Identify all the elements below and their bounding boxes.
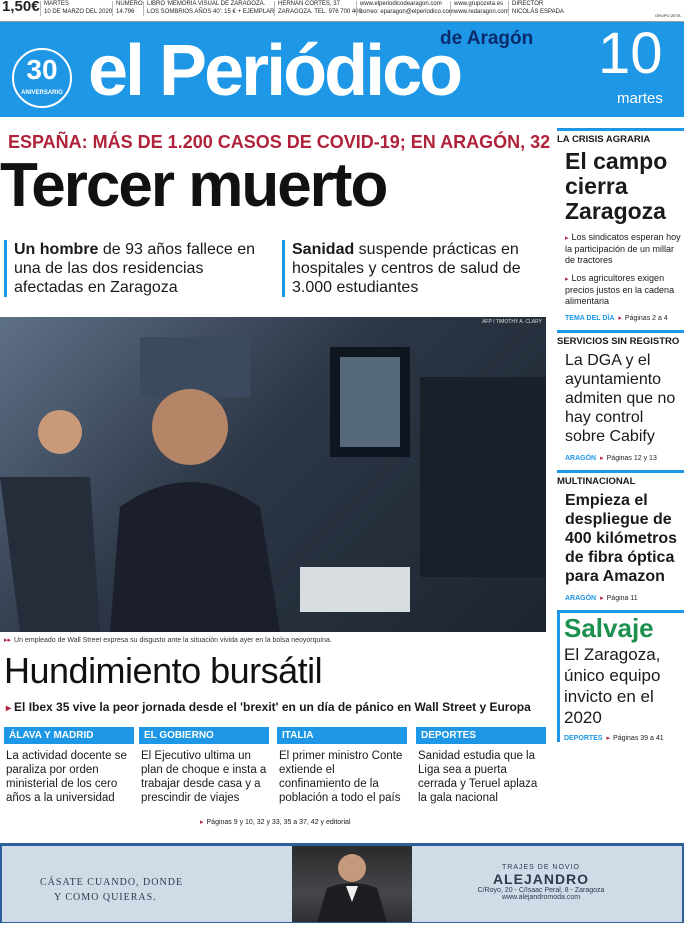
sidebar-kicker-2: SERVICIOS SIN REGISTRO xyxy=(557,330,684,347)
group-logo: GRUPO ZETA xyxy=(655,13,681,18)
ad-brand-block: TRAJES DE NOVIO ALEJANDRO C/Royo, 20 - C/Isaac Peral, 8 - Zaragoza www.alejandromoda.com xyxy=(477,864,605,901)
news-column-2[interactable]: EL GOBIERNO El Ejecutivo ultima un plan de choque e insta a trabajar desde casa y a prescindir de viajes xyxy=(139,727,269,805)
sidebar-headline-2[interactable]: La DGA y el ayuntamiento admiten que no hay control sobre Cabify xyxy=(565,352,676,445)
address-cell: HERNÁN CORTÉS, 37 ZARAGOZA. TEL. 976 700 400 xyxy=(274,1,362,16)
newspaper-logo[interactable]: el Periódico xyxy=(88,31,461,111)
subhead-1[interactable]: Un hombre de 93 años fallece en una de las dos residencias afectadas en Zaragoza xyxy=(4,240,269,297)
photo-illustration xyxy=(0,317,546,632)
caption-arrow-icon: ▸▸ xyxy=(4,637,12,644)
sidebar-meta-4: DEPORTES ▸ Páginas 39 a 41 xyxy=(564,735,664,742)
price: 1,50€ xyxy=(2,0,40,15)
sidebar-item-2: ▸ Los agricultores exigen precios justos en la cadena alimentaria xyxy=(565,273,675,306)
item-arrow-icon: ▸ xyxy=(565,276,569,283)
issue-number-cell: NÚMERO 14.796 xyxy=(112,1,143,16)
sidebar-meta-2: ARAGÓN ▸ Páginas 12 y 13 xyxy=(565,455,657,462)
groom-illustration xyxy=(292,846,412,922)
top-info-strip xyxy=(0,0,684,22)
covid-kicker: ESPAÑA: MÁS DE 1.200 CASOS DE COVID-19; EN ARAGÓN, 32 xyxy=(8,132,551,152)
sidebar xyxy=(557,128,684,750)
sidebar-meta-3: ARAGÓN ▸ Página 11 xyxy=(565,595,638,602)
sports-block[interactable] xyxy=(557,610,684,742)
photo-caption: ▸▸ Un empleado de Wall Street expresa su disgusto ante la situación vivida ayer en la bolsa neoyorquina. xyxy=(4,637,332,644)
ad-slogan: CÁSATE CUANDO, DONDE Y COMO QUIERAS. xyxy=(40,877,184,903)
news-column-1[interactable]: ÁLAVA Y MADRID La actividad docente se paraliza por orden ministerial de los cero años a la universidad xyxy=(4,727,134,805)
web-cell: www.elperiodicodearagon.com correo: eparagon@elperiodico.com xyxy=(356,1,454,16)
anniversary-badge: 30 ANIVERSARIO xyxy=(12,48,72,108)
day-name: martes xyxy=(617,90,663,107)
subhead-2[interactable]: Sanidad suspende prácticas en hospitales y centros de salud de 3.000 estudiantes xyxy=(282,240,547,297)
page-references: ▸ Páginas 9 y 10, 32 y 33, 35 a 37, 42 y editorial xyxy=(200,819,351,826)
sidebar-headline-3[interactable]: Empieza el despliegue de 400 kilómetros de fibra óptica para Amazon xyxy=(565,492,678,585)
item-arrow-icon: ▸ xyxy=(565,235,569,242)
sidebar-headline-1[interactable]: El campo cierra Zaragoza xyxy=(565,148,668,224)
section-headline[interactable]: Hundimiento bursátil xyxy=(4,650,323,691)
web-cell-2: www.grupozeta.es www.redaragon.com xyxy=(450,1,509,16)
promo-cell: LIBRO 'MEMORIA VISUAL DE ZARAGOZA. LOS SOMBRIOS AÑOS 40': 15 € + EJEMPLAR xyxy=(143,1,274,16)
news-column-3[interactable]: ITALIA El primer ministro Conte extiende el confinamiento de la población a todo el país xyxy=(277,727,407,805)
sidebar-kicker-1: LA CRISIS AGRARIA xyxy=(557,128,684,145)
section-subhead: ▸ El Ibex 35 vive la peor jornada desde el 'brexit' en un día de pánico en Wall Street y Europa xyxy=(6,700,531,714)
sports-headline: Salvaje xyxy=(564,613,654,643)
photo-credit: AFP / TIMOTHY A. CLARY xyxy=(482,319,542,325)
director-cell: DIRECTOR NICOLÁS ESPADA xyxy=(508,1,564,16)
sidebar-meta-1: TEMA DEL DÍA ▸ Páginas 2 a 4 xyxy=(565,315,668,322)
date-cell: MARTES 10 DE MARZO DEL 2020 xyxy=(40,1,112,16)
masthead xyxy=(0,22,684,117)
main-headline[interactable]: Tercer muerto xyxy=(0,151,387,220)
wall-street-photo xyxy=(0,317,546,632)
logo-subtitle: de Aragón xyxy=(440,28,534,49)
sidebar-item-1: ▸ Los sindicatos esperan hoy la participación de un millar de tractores xyxy=(565,232,681,265)
sports-subhead: El Zaragoza, único equipo invicto en el 2020 xyxy=(564,645,661,727)
pages-arrow-icon: ▸ xyxy=(200,819,204,826)
bullet-arrow-icon: ▸ xyxy=(6,703,12,714)
news-column-4[interactable]: DEPORTES Sanidad estudia que la Liga sea a puerta cerrada y Teruel aplaza la gala nacional xyxy=(416,727,546,805)
day-number: 10 xyxy=(598,21,663,86)
ad-model-image xyxy=(292,846,412,922)
sidebar-kicker-3: MULTINACIONAL xyxy=(557,470,684,487)
